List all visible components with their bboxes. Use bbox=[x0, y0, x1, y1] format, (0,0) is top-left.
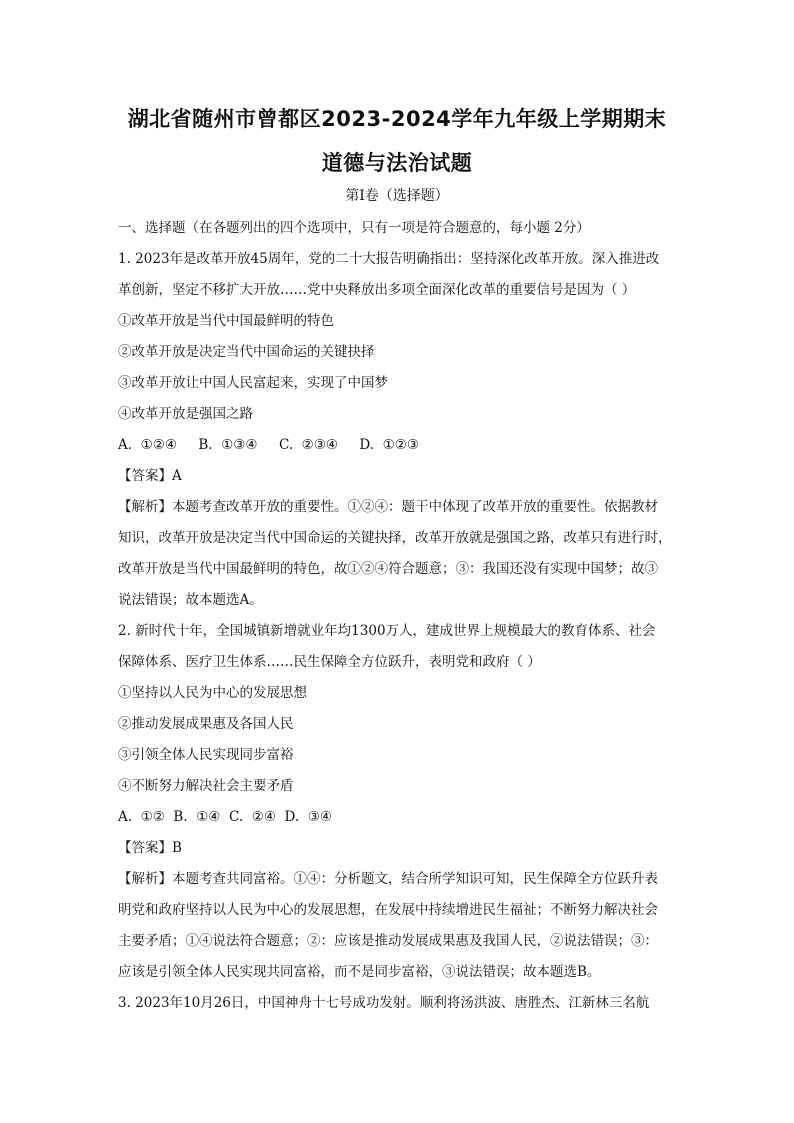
statement-item: ③改革开放让中国人民富起来，实现了中国梦 bbox=[118, 375, 388, 391]
analysis-line: 明党和政府坚持以人民为中心的发展思想，在发展中持续增进民生福祉；不断努力解决社会 bbox=[118, 902, 658, 918]
statement-item: ①改革开放是当代中国最鲜明的特色 bbox=[118, 313, 334, 329]
statement-item: ④改革开放是强国之路 bbox=[118, 406, 253, 422]
analysis-line: 【解析】本题考查共同富裕。①④：分析题文，结合所学知识可知，民生保障全方位跃升表 bbox=[118, 871, 658, 887]
answer-label: 【答案】A bbox=[118, 468, 182, 484]
question-1 bbox=[118, 244, 678, 616]
answer-label: 【答案】B bbox=[118, 840, 182, 856]
question-stem-line: 3. 2023年10月26日，中国神舟十七号成功发射。顺利将汤洪波、唐胜杰、江新林三名航 bbox=[118, 995, 650, 1011]
question-stem-line: 保障体系、医疗卫生体系……民生保障全方位跃升，表明党和政府（ ） bbox=[118, 654, 541, 670]
analysis-line: 【解析】本题考查改革开放的重要性。①②④：题干中体现了改革开放的重要性。依据教材 bbox=[118, 499, 658, 515]
question-stem-line: 革创新，坚定不移扩大开放……党中央释放出多项全面深化改革的重要信号是因为（ ） bbox=[118, 282, 636, 298]
analysis-line: 知识，改革开放是决定当代中国命运的关键抉择，改革开放就是强国之路，改革只有进行时， bbox=[118, 530, 672, 546]
question-3 bbox=[118, 988, 678, 1019]
analysis-line: 主要矛盾；①④说法符合题意；②：应该是推动发展成果惠及我国人民，②说法错误；③： bbox=[118, 933, 658, 949]
statement-item: ④不断努力解决社会主要矛盾 bbox=[118, 778, 294, 794]
section-heading: 一、选择题（在各题列出的四个选项中，只有一项是符合题意的，每小题 2分） bbox=[118, 220, 590, 236]
answer-options: A. ①② B. ①④ C. ②④ D. ③④ bbox=[118, 809, 332, 825]
analysis-line: 改革开放是当代中国最鲜明的特色，故①②④符合题意；③：我国还没有实现中国梦；故③ bbox=[118, 561, 658, 577]
volume-label: 第I卷（选择题） bbox=[345, 188, 449, 204]
statement-item: ③引领全体人民实现同步富裕 bbox=[118, 747, 294, 763]
answer-options: A. ①②④ B. ①③④ C. ②③④ D. ①②③ bbox=[118, 437, 419, 453]
exam-subject-title: 道德与法治试题 bbox=[321, 151, 473, 175]
exam-title: 湖北省随州市曾都区2023-2024学年九年级上学期期末 bbox=[127, 107, 667, 131]
analysis-line: 应该是引领全体人民实现共同富裕，而不是同步富裕，③说法错误；故本题选B。 bbox=[118, 964, 601, 980]
analysis-line: 说法错误；故本题选A。 bbox=[118, 592, 263, 608]
statement-item: ①坚持以人民为中心的发展思想 bbox=[118, 685, 307, 701]
statement-item: ②改革开放是决定当代中国命运的关键抉择 bbox=[118, 344, 375, 360]
question-2 bbox=[118, 616, 678, 988]
exam-content bbox=[118, 213, 678, 1019]
question-stem-line: 1. 2023年是改革开放45周年，党的二十大报告明确指出：坚持深化改革开放。深入推进改 bbox=[118, 251, 660, 267]
statement-item: ②推动发展成果惠及各国人民 bbox=[118, 716, 294, 732]
question-stem-line: 2. 新时代十年，全国城镇新增就业年均1300万人，建成世界上规模最大的教育体系、社会 bbox=[118, 623, 656, 639]
